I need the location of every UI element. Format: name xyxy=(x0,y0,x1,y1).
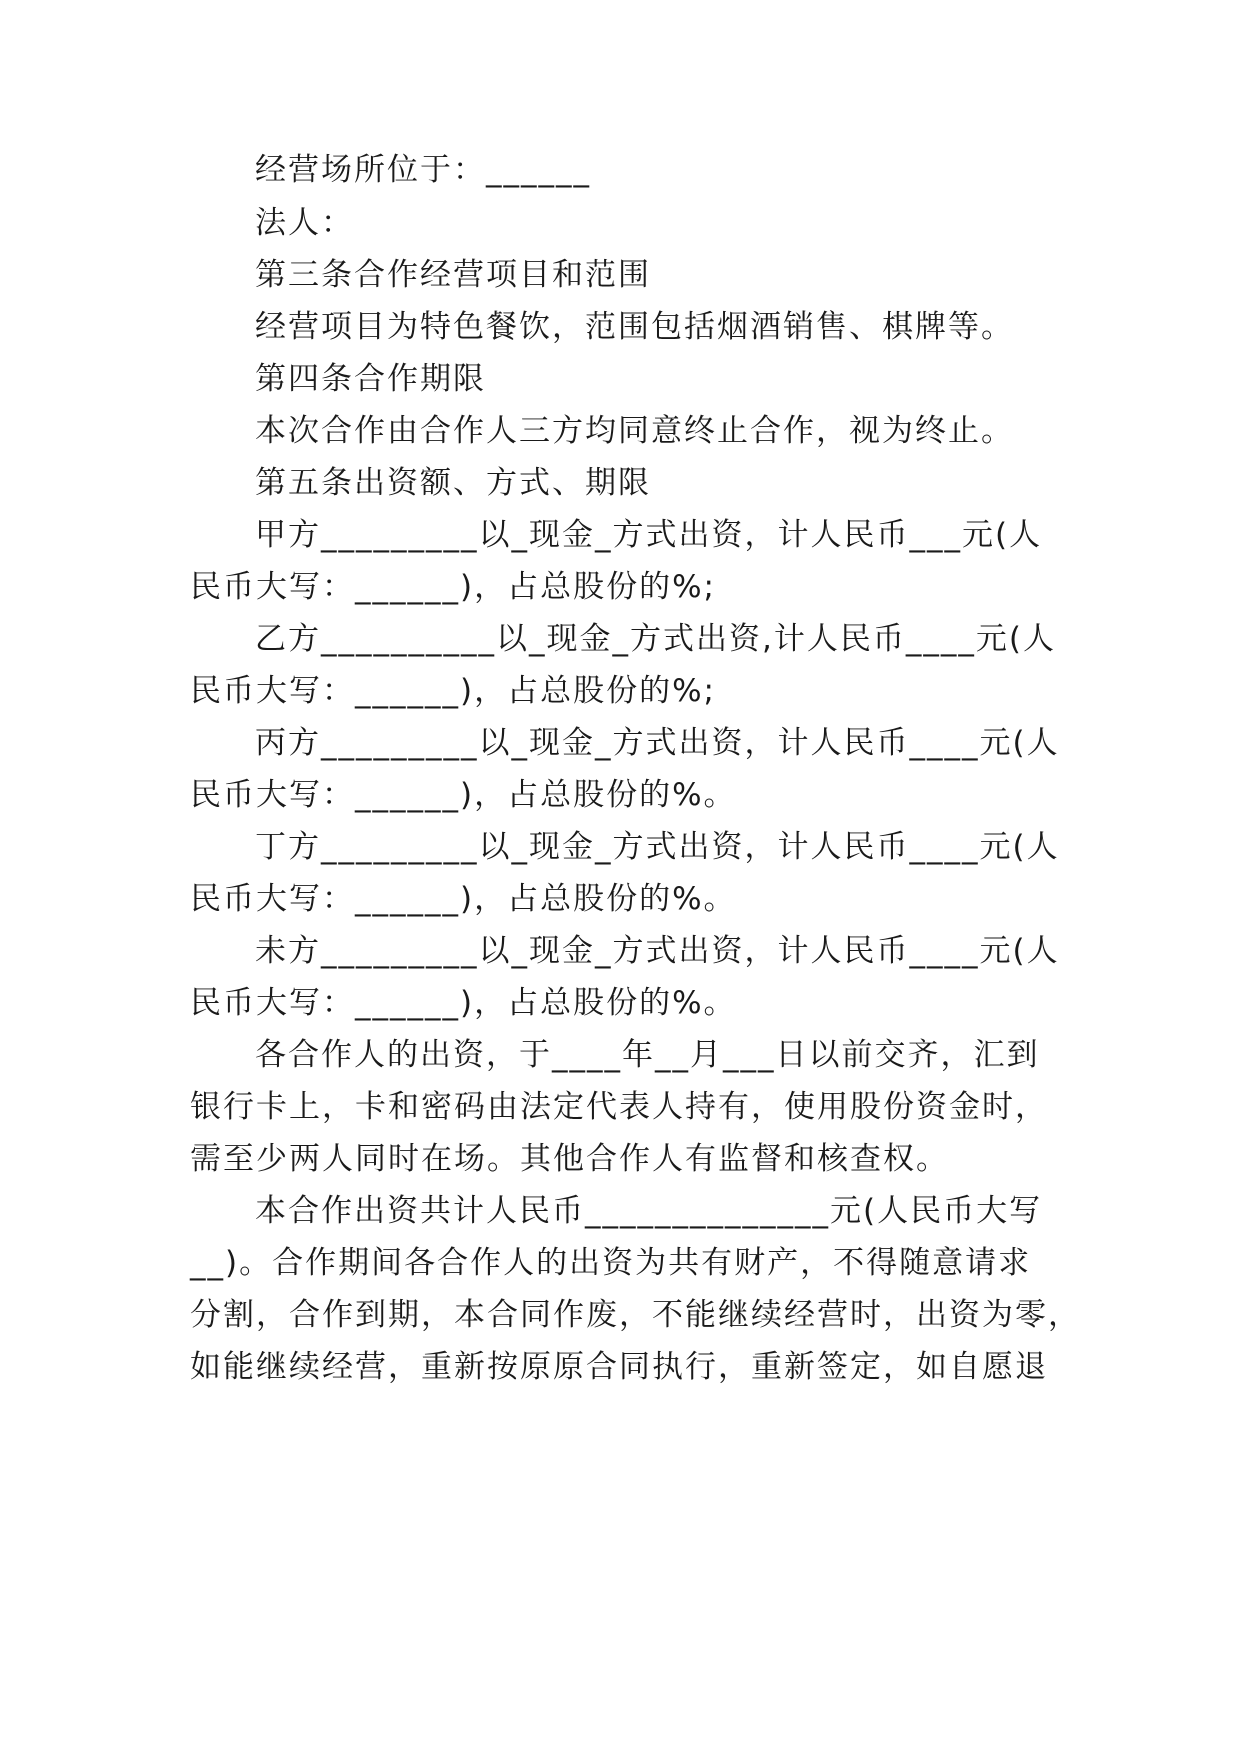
text-line: 银行卡上，卡和密码由法定代表人持有，使用股份资金时， xyxy=(190,1089,1048,1125)
section-heading: 第五条出资额、方式、期限 xyxy=(255,465,651,501)
section-heading: 第四条合作期限 xyxy=(255,361,486,397)
text-line: 未方_________以_现金_方式出资，计人民币____元(人 xyxy=(255,933,1060,969)
text-line: 民币大写：______)，占总股份的%。 xyxy=(190,985,737,1021)
text-line: 丁方_________以_现金_方式出资，计人民币____元(人 xyxy=(255,829,1060,865)
text-line: 民币大写：______)，占总股份的%。 xyxy=(190,881,737,917)
text-line: 需至少两人同时在场。其他合作人有监督和核查权。 xyxy=(190,1141,949,1177)
section-heading: 第三条合作经营项目和范围 xyxy=(255,257,651,293)
text-line: 民币大写：______)，占总股份的%; xyxy=(190,673,716,709)
text-line: 如能继续经营，重新按原原合同执行，重新签定，如自愿退 xyxy=(190,1349,1048,1385)
text-line: 本次合作由合作人三方均同意终止合作，视为终止。 xyxy=(255,413,1014,449)
text-line: 丙方_________以_现金_方式出资，计人民币____元(人 xyxy=(255,725,1060,761)
text-line: 民币大写：______)，占总股份的%。 xyxy=(190,777,737,813)
text-line: 经营场所位于：______ xyxy=(255,152,591,188)
text-line: __)。合作期间各合作人的出资为共有财产，不得随意请求 xyxy=(190,1245,1032,1281)
text-line: 法人： xyxy=(255,205,354,241)
text-line: 乙方__________以_现金_方式出资,计人民币____元(人 xyxy=(255,621,1056,657)
text-line: 本合作出资共计人民币______________元(人民币大写 xyxy=(255,1193,1043,1229)
text-line: 甲方_________以_现金_方式出资，计人民币___元(人 xyxy=(255,517,1043,553)
text-line: 民币大写：______)，占总股份的%; xyxy=(190,569,716,605)
text-line: 分割，合作到期，本合同作废，不能继续经营时，出资为零， xyxy=(190,1297,1081,1333)
text-line: 经营项目为特色餐饮，范围包括烟酒销售、棋牌等。 xyxy=(255,309,1014,345)
text-line: 各合作人的出资，于____年__月___日以前交齐，汇到 xyxy=(255,1037,1040,1073)
